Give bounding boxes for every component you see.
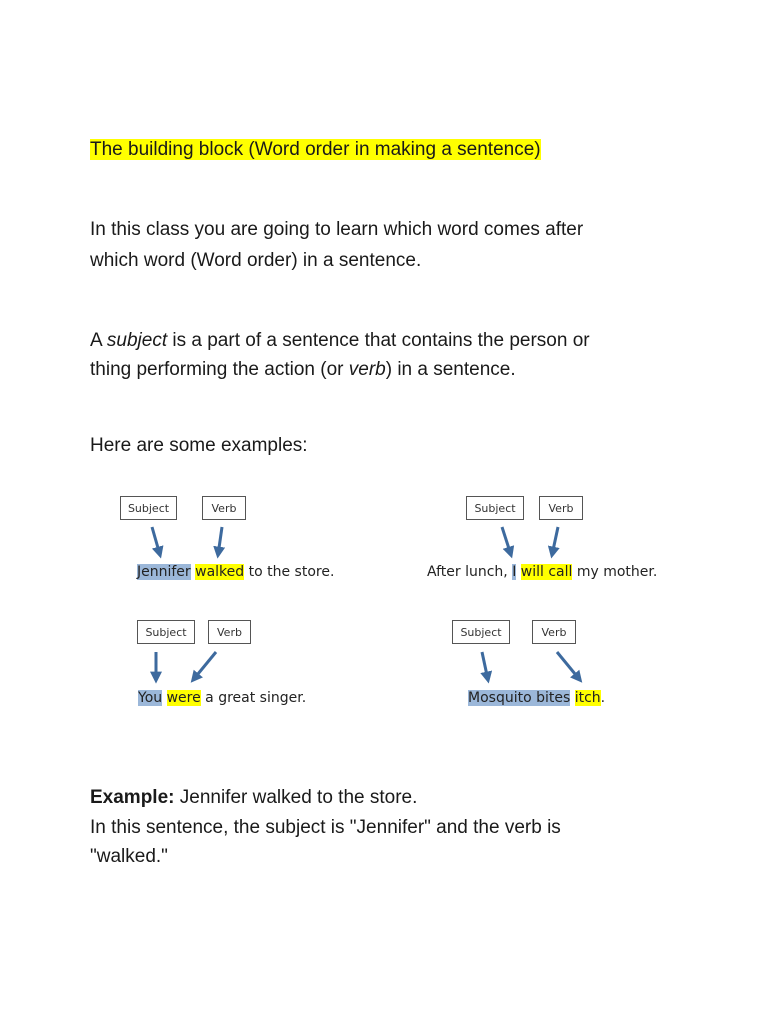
example-1-rest: to the store. bbox=[244, 564, 335, 580]
example-3-space bbox=[162, 690, 166, 706]
verb-label-box: Verb bbox=[539, 496, 583, 520]
example-line-2: In this sentence, the subject is "Jennifer" and the verb is bbox=[90, 817, 561, 838]
arrow-1-verb bbox=[218, 527, 222, 555]
intro-line-1: In this class you are going to learn which word comes after bbox=[90, 219, 584, 240]
example-3-verb: were bbox=[166, 690, 201, 706]
intro-line-2: which word (Word order) in a sentence. bbox=[90, 250, 422, 271]
example-2-subject: I bbox=[512, 564, 517, 580]
example-3-rest: a great singer. bbox=[200, 690, 307, 706]
example-4-verb: itch bbox=[574, 690, 601, 706]
example-sentence-4 bbox=[468, 689, 605, 707]
arrow-3-verb bbox=[193, 652, 216, 680]
example-2-verb: will call bbox=[520, 564, 573, 580]
arrow-1-subject bbox=[152, 527, 160, 555]
definition-verb-term: verb bbox=[348, 359, 386, 380]
arrow-2-subject bbox=[502, 527, 511, 555]
examples-intro: Here are some examples: bbox=[90, 435, 308, 456]
example-line-1 bbox=[90, 783, 417, 812]
verb-label-box: Verb bbox=[532, 620, 576, 644]
example-sentence: Jennifer walked to the store. bbox=[174, 787, 418, 808]
subject-label-box: Subject bbox=[137, 620, 195, 644]
example-3-subject: You bbox=[138, 690, 163, 706]
verb-label-box: Verb bbox=[202, 496, 246, 520]
subject-label-box: Subject bbox=[452, 620, 510, 644]
arrow-2-verb bbox=[552, 527, 558, 555]
arrow-4-subject bbox=[482, 652, 488, 680]
example-line-3: "walked." bbox=[90, 846, 168, 867]
subject-label-box: Subject bbox=[120, 496, 177, 520]
definition-article: A bbox=[90, 330, 107, 351]
example-4-subject: Mosquito bites bbox=[468, 690, 571, 706]
definition-text-1: is a part of a sentence that contains the person or bbox=[167, 330, 590, 351]
example-sentence-3 bbox=[138, 689, 306, 707]
page-title-text: The building block (Word order in making a sentence) bbox=[90, 139, 541, 160]
example-2-prefix: After lunch, bbox=[427, 564, 513, 580]
example-sentence-2 bbox=[427, 563, 657, 581]
example-1-verb: walked bbox=[195, 564, 245, 580]
definition-subject-term: subject bbox=[106, 330, 168, 351]
example-1-subject: Jennifer bbox=[137, 564, 191, 580]
subject-label-box: Subject bbox=[466, 496, 524, 520]
example-2-rest: my mother. bbox=[572, 564, 658, 580]
example-sentence-1 bbox=[137, 563, 334, 581]
example-label: Example: bbox=[90, 787, 175, 808]
example-4-rest: . bbox=[600, 690, 606, 706]
arrow-4-verb bbox=[557, 652, 580, 680]
definition-text-3: ) in a sentence. bbox=[385, 359, 516, 380]
definition-text-2: thing performing the action (or bbox=[90, 359, 349, 380]
verb-label-box: Verb bbox=[208, 620, 251, 644]
